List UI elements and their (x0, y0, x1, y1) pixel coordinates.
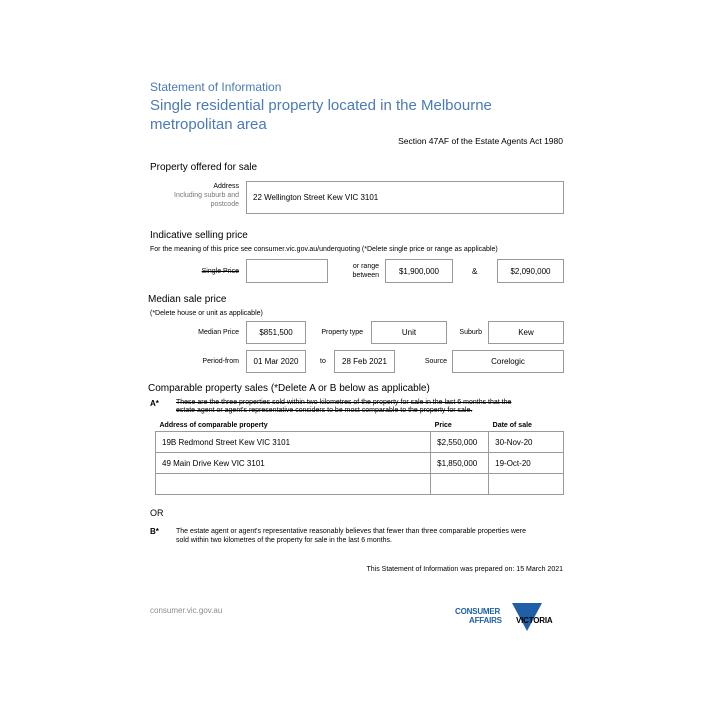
option-b-text-line2: sold within two kilometres of the property for sale in the last 6 months. (176, 537, 392, 544)
address-sublabel-2: postcode (210, 201, 239, 208)
cell-date: 19-Oct-20 (489, 453, 564, 474)
cell-price: $2,550,000 (431, 432, 489, 453)
cell-date (489, 474, 564, 495)
cell-address: 49 Main Drive Kew VIC 3101 (156, 453, 431, 474)
or-label: OR (150, 508, 164, 518)
suburb-label: Suburb (459, 329, 482, 336)
address-label: Address (213, 183, 239, 190)
source-label: Source (424, 358, 447, 365)
cell-address (156, 474, 431, 495)
logo-text-consumer: CONSUMER (455, 607, 501, 616)
indicative-note: For the meaning of this price see consumer.vic.gov.au/underquoting (*Delete single price or range as applicable) (150, 246, 498, 253)
period-from-label: Period-from (202, 358, 239, 365)
footer-url: consumer.vic.gov.au (150, 606, 223, 615)
logo-text-victoria: VICTORIA (516, 616, 553, 625)
option-b-text-line1: The estate agent or agent's representative reasonably believes that fewer than three comparable properties were (176, 528, 526, 535)
address-sublabel-1: Including suburb and (174, 192, 239, 199)
suburb-field: Kew (488, 321, 564, 344)
comparable-table (155, 419, 564, 495)
property-type-field: Unit (371, 321, 447, 344)
period-to-field: 28 Feb 2021 (334, 350, 395, 373)
median-heading: Median sale price (148, 294, 227, 305)
table-row (156, 432, 564, 453)
cell-price (431, 474, 489, 495)
table-row (156, 453, 564, 474)
comparable-heading: Comparable property sales (*Delete A or B below as applicable) (148, 383, 430, 394)
single-price-label: Single Price (201, 268, 239, 275)
column-header-date: Date of sale (492, 421, 532, 429)
period-from-field: 01 Mar 2020 (246, 350, 306, 373)
period-to-label: to (320, 358, 326, 365)
act-reference: Section 47AF of the Estate Agents Act 1980 (398, 136, 563, 146)
property-type-label: Property type (321, 329, 363, 336)
logo-text-affairs: AFFAIRS (469, 616, 502, 625)
property-heading: Property offered for sale (150, 162, 258, 173)
indicative-heading: Indicative selling price (150, 230, 248, 241)
consumer-affairs-logo (452, 600, 567, 632)
option-a-text-line2: estate agent or agent's representative considers to be most comparable to the property for sale. (176, 407, 473, 414)
median-price-field: $851,500 (246, 321, 306, 344)
doc-supertitle: Statement of Information (150, 80, 282, 94)
option-a-text-line1: These are the three properties sold within two kilometres of the property for sale in the last 6 months that the (176, 399, 512, 406)
range-label-2: between (352, 272, 379, 279)
address-field: 22 Wellington Street Kew VIC 3101 (246, 181, 564, 214)
prepared-date: This Statement of Information was prepared on: 15 March 2021 (366, 566, 563, 573)
cell-price: $1,850,000 (431, 453, 489, 474)
median-price-label: Median Price (198, 329, 239, 336)
doc-title-line1: Single residential property located in the Melbourne (150, 97, 492, 114)
table-row (156, 474, 564, 495)
table-header-row (156, 419, 564, 432)
cell-date: 30-Nov-20 (489, 432, 564, 453)
range-label-1: or range (352, 263, 379, 270)
range-low-field: $1,900,000 (385, 259, 453, 283)
option-a-marker: A* (150, 399, 159, 408)
column-header-address: Address of comparable property (159, 421, 268, 429)
range-ampersand: & (472, 267, 478, 276)
source-field: Corelogic (452, 350, 564, 373)
single-price-field (246, 259, 328, 283)
median-note: (*Delete house or unit as applicable) (150, 310, 263, 317)
cell-address: 19B Redmond Street Kew VIC 3101 (156, 432, 431, 453)
option-b-marker: B* (150, 527, 159, 536)
doc-title-line2: metropolitan area (150, 116, 267, 133)
range-high-field: $2,090,000 (497, 259, 564, 283)
column-header-price: Price (434, 421, 452, 429)
